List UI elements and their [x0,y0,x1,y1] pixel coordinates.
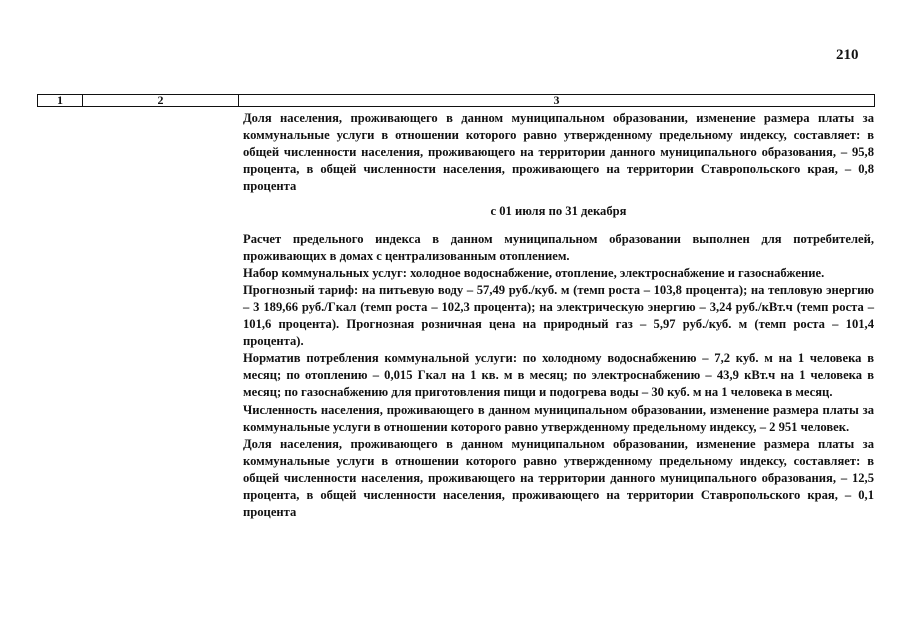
column-header-3: 3 [553,93,560,107]
page-number: 210 [836,47,859,63]
table-header-row [37,94,875,107]
period-heading: с 01 июля по 31 декабря [490,204,627,219]
population-share-paragraph-2: Доля населения, проживающего в данном муниципальном образовании, изменение размера платы за коммунальные услуги в отношении которого равно утвержденному предельному индексу, составляет: в общей численности населения, проживающего на территории данного муниципального образования, – 12,5 процента, в общей численности населения, проживающего на территории Ставропольского края, – 0,1 процента [243,436,874,520]
population-share-paragraph-1: Доля населения, проживающего в данном муниципальном образовании, изменение размера платы за коммунальные услуги в отношении которого равно утвержденному предельному индексу, составляет: в общей численности населения, проживающего на территории данного муниципального образования, – 95,8 процента, в общей численности населения, проживающего на территории Ставропольского края, – 0,8 процента [243,111,874,194]
forecast-tariff-paragraph: Прогнозный тариф: на питьевую воду – 57,49 руб./куб. м (темп роста – 103,8 процента); на тепловую энергию – 3 189,66 руб./Гкал (темп роста – 102,3 процента); на электрическую энергию – 3,24 руб./кВт.ч (темп роста – 101,6 процента). Прогнозная розничная цена на природный газ – 5,97 руб./куб. м (темп роста – 101,4 процента). [243,282,874,349]
calculation-basis-paragraph: Расчет предельного индекса в данном муниципальном образовании выполнен для потребителей, проживающих в домах с централизованным отоплением. [243,231,874,263]
population-count-paragraph: Численность населения, проживающего в данном муниципальном образовании, изменение размера платы за коммунальные услуги в отношении которого равно утвержденному предельному индексу, – 2 951 человек. [243,402,874,434]
consumption-norm-paragraph: Норматив потребления коммунальной услуги: по холодному водоснабжению – 7,2 куб. м на 1 человека в месяц; по отоплению – 0,015 Гкал на 1 кв. м в месяц; по электроснабжению – 43,9 кВт.ч на 1 человека в месяц; по газоснабжению для приготовления пищи и подогрева воды – 30 куб. м на 1 человека в месяц. [243,351,874,400]
document-body [243,110,874,521]
column-header-1: 1 [38,95,83,106]
services-set-paragraph: Набор коммунальных услуг: холодное водоснабжение, отопление, электроснабжение и газоснабжение. [243,265,825,280]
column-header-2: 2 [83,95,239,106]
